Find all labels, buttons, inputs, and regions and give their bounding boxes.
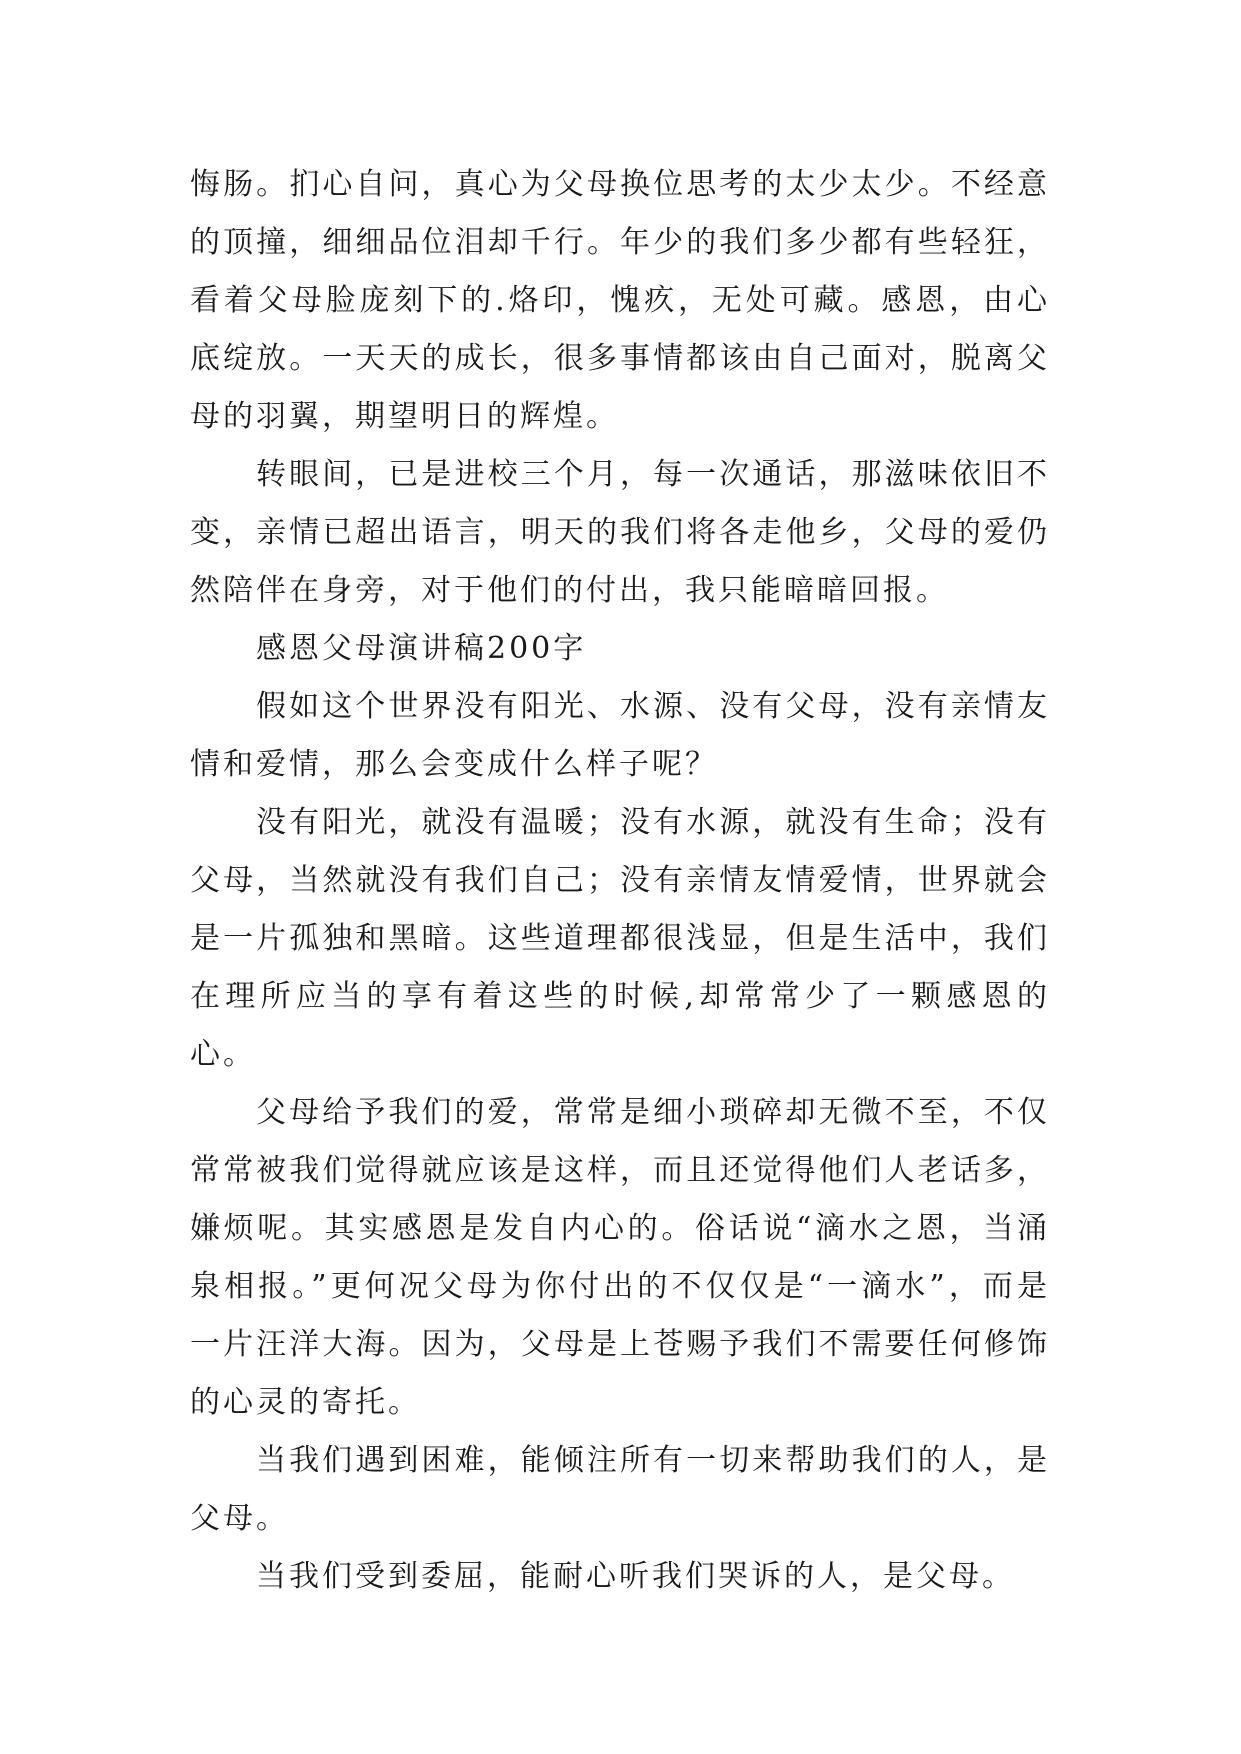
paragraph: 父母给予我们的爱，常常是细小琐碎却无微不至，不仅常常被我们觉得就应该是这样，而且还觉得他们人老话多，嫌烦呢。其实感恩是发自内心的。俗话说“滴水之恩，当涌泉相报。”更何况父母为你付出的不仅仅是“一滴水”，而是一片汪洋大海。因为，父母是上苍赐予我们不需要任何修饰的心灵的寄托。	[190, 1095, 1050, 1420]
paragraph-continued: 悔肠。扪心自问，真心为父母换位思考的太少太少。不经意的顶撞，细细品位泪却千行。年少的我们多少都有些轻狂，看着父母脸庞刻下的.烙印，愧疚，无处可藏。感恩，由心底绽放。一天天的成长，很多事情都该由自己面对，脱离父母的羽翼，期望明日的辉煌。	[190, 167, 1050, 434]
paragraph: 没有阳光，就没有温暖；没有水源，就没有生命；没有父母，当然就没有我们自己；没有亲情友情爱情，世界就会是一片孤独和黑暗。这些道理都很浅显，但是生活中，我们在理所应当的享有着这些的时候,却常常少了一颗感恩的心。	[190, 805, 1050, 1072]
paragraph: 当我们受到委屈，能耐心听我们哭诉的人，是父母。	[256, 1559, 1015, 1594]
paragraph: 当我们遇到困难，能倾注所有一切来帮助我们的人，是父母。	[190, 1443, 1050, 1536]
section-title: 感恩父母演讲稿200字	[256, 631, 587, 666]
document-body	[190, 156, 1050, 1606]
paragraph: 转眼间，已是进校三个月，每一次通话，那滋味依旧不变，亲情已超出语言，明天的我们将各走他乡，父母的爱仍然陪伴在身旁，对于他们的付出，我只能暗暗回报。	[190, 457, 1050, 608]
paragraph: 假如这个世界没有阳光、水源、没有父母，没有亲情友情和爱情，那么会变成什么样子呢？	[190, 689, 1050, 782]
